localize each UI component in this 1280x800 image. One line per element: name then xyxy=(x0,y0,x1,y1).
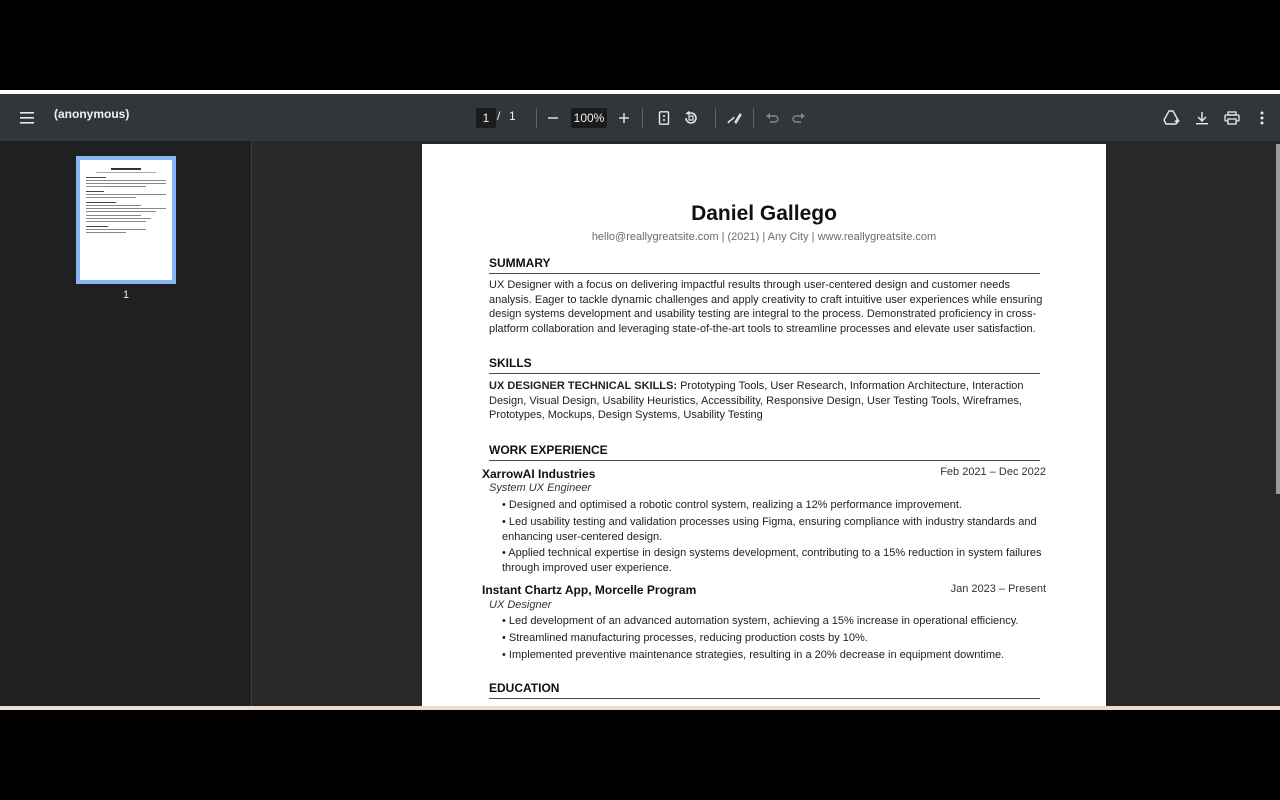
download-icon[interactable] xyxy=(1192,106,1212,130)
toolbar-divider xyxy=(536,108,537,128)
toolbar-divider xyxy=(715,108,716,128)
annotate-pen-icon[interactable] xyxy=(724,106,744,130)
education-heading: EDUCATION xyxy=(489,681,1040,699)
summary-text: UX Designer with a focus on delivering impactful results through user-centered design and customer needs analysis. Eager to tackle dynamic challenges and apply creativity to craft intuitive user experiences while ensuring design systems development and usability testing are integral to the process. Demonstrated proficiency in cross-platform collaboration and leveraging state-of-the-art tools to streamline processes and elevate user satisfaction. xyxy=(489,279,1043,335)
page-scrollbar[interactable] xyxy=(1276,144,1280,494)
toolbar-divider xyxy=(753,108,754,128)
resume-contact: hello@reallygreatsite.com | (2021) | Any City | www.reallygreatsite.com xyxy=(591,231,937,243)
job-dates: Feb 2021 – Dec 2022 xyxy=(940,466,1046,478)
zoom-out-icon[interactable] xyxy=(543,106,563,130)
job-company: Instant Chartz App, Morcelle Program xyxy=(482,583,697,597)
resume-name: Daniel Gallego xyxy=(691,202,837,225)
pdf-viewer xyxy=(0,94,1280,706)
job-bullet: • Led development of an advanced automation system, achieving a 15% increase in operational efficiency. xyxy=(502,615,1019,627)
job-bullet: • Streamlined manufacturing processes, reducing production costs by 10%. xyxy=(502,632,868,644)
page-separator: / xyxy=(497,109,501,123)
bottom-strip xyxy=(0,706,1280,710)
job-company: XarrowAI Industries xyxy=(482,467,596,481)
summary-heading: SUMMARY xyxy=(489,256,1040,274)
redo-icon[interactable] xyxy=(789,106,809,130)
print-icon[interactable] xyxy=(1222,106,1242,130)
page-thumbnail[interactable] xyxy=(76,156,176,284)
job-role: UX Designer xyxy=(489,599,552,611)
work-heading: WORK EXPERIENCE xyxy=(489,443,1040,461)
pdf-page xyxy=(422,144,1106,706)
document-title: (anonymous) xyxy=(54,107,130,121)
skills-text: Prototyping Tools, User Research, Information Architecture, Interaction Design, Visual Design, Usability Heuristics, Accessibility, Responsive Design, User Testing Tools, Wireframes, Prototypes, Mockups, Design Systems, Usability Testing xyxy=(489,380,1024,422)
job-dates: Jan 2023 – Present xyxy=(950,583,1046,595)
skills-heading: SKILLS xyxy=(489,356,1040,374)
zoom-level-input[interactable]: 100% xyxy=(571,108,607,128)
total-pages: 1 xyxy=(509,109,516,123)
more-options-icon[interactable] xyxy=(1253,106,1271,130)
toolbar-divider xyxy=(642,108,643,128)
current-page-input[interactable]: 1 xyxy=(476,108,496,128)
thumbnail-page-number: 1 xyxy=(122,289,130,301)
job-role: System UX Engineer xyxy=(489,482,592,494)
undo-icon[interactable] xyxy=(762,106,782,130)
pdf-toolbar xyxy=(0,94,1280,141)
rotate-icon[interactable] xyxy=(681,106,701,130)
zoom-in-icon[interactable] xyxy=(614,106,634,130)
skills-paragraph xyxy=(489,379,1044,423)
save-to-drive-icon[interactable] xyxy=(1161,106,1183,130)
job-bullet: • Designed and optimised a robotic control system, realizing a 12% performance improvement. xyxy=(502,499,962,511)
job-bullet: • Applied technical expertise in design systems development, contributing to a 15% reduction in system failures through improved user experience. xyxy=(502,547,1042,574)
job-bullet: • Implemented preventive maintenance strategies, resulting in a 20% decrease in equipment downtime. xyxy=(502,649,1005,661)
fit-page-icon[interactable] xyxy=(654,106,674,130)
thumbnail-sidebar xyxy=(0,141,252,706)
job-bullet: • Led usability testing and validation processes using Figma, ensuring compliance with industry standards and enhancing user-centered design. xyxy=(502,516,1037,543)
skills-label: UX DESIGNER TECHNICAL SKILLS: xyxy=(489,380,678,392)
menu-icon[interactable] xyxy=(14,106,40,130)
